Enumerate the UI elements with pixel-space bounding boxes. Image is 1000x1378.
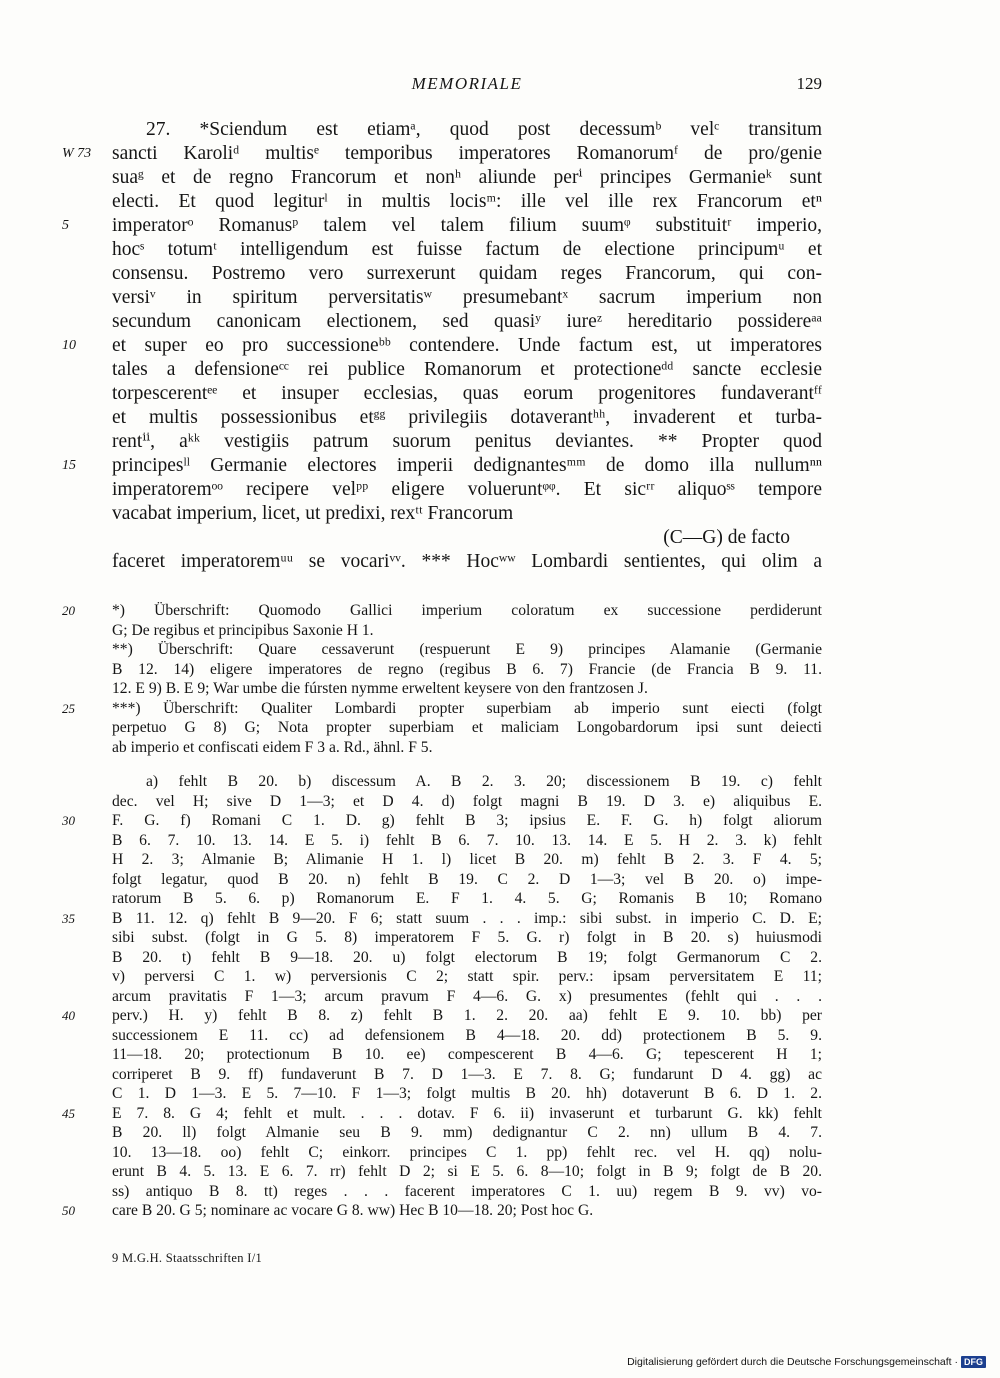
line-text: **) Überschrift: Quare cessaverunt (respuerunt E 9) principes Alamanie (Germanie (112, 641, 822, 658)
apparatus-line (112, 967, 822, 987)
note-line (112, 660, 822, 680)
line-text: perpetuo G 8) G; Nota propter superbiam et maliciam Longobardorum ipsi sunt deiecti (112, 719, 822, 736)
apparatus-line (112, 1123, 822, 1143)
text-line (112, 118, 822, 142)
apparatus-line (112, 948, 822, 968)
apparatus-line (112, 1045, 822, 1065)
apparatus-line (112, 772, 822, 792)
text-line (62, 142, 822, 166)
line-text: folgt legatur, quod B 20. n) fehlt B 19. C 2. D 1—3; vel B 20. o) impe- (112, 870, 822, 888)
line-text: B 20. ll) folgt Almanie seu B 9. mm) dedignantur C 2. nn) ullum B 4. 7. (112, 1124, 822, 1141)
text-line (62, 334, 822, 358)
line-text: G; De regibus et principibus Saxonie H 1. (112, 621, 374, 639)
line-text: a) fehlt B 20. b) discessum A. B 2. 3. 20; discessionem B 19. c) fehlt (146, 773, 822, 790)
line-text: et super eo pro successioneᵇᵇ contendere. Unde factum est, ut imperatores (112, 335, 822, 356)
line-text: 11—18. 20; protectionum B 10. ee) compescerent B 4—6. G; tepescerent H 1; (112, 1046, 822, 1063)
text-line (62, 214, 822, 238)
line-text: B 11. 12. q) fehlt B 9—20. F 6; statt suum . . . imp.: sibi subst. in imperio C. D. E; (112, 909, 822, 927)
line-number: W 73 (62, 146, 92, 161)
apparatus-line (112, 928, 822, 948)
line-text: rentⁱⁱ, aᵏᵏ vestigiis patrum suorum penitus deviantes. ** Propter quod (112, 431, 822, 452)
apparatus-line (112, 1143, 822, 1163)
apparatus-line (112, 870, 822, 890)
line-number: 50 (62, 1203, 75, 1218)
heading-notes (62, 601, 822, 757)
line-text: ratorum B 5. 6. p) Romanorum E. F 1. 4. 5. G; Romanis B 10; Romano (112, 890, 822, 907)
text-line (112, 166, 822, 190)
line-text: imperatoremᵒᵒ recipere velᵖᵖ eligere volueruntᵠᵠ. Et sicʳʳ aliquoˢˢ tempore (112, 479, 822, 500)
funding-footer (627, 1356, 986, 1368)
line-text: tales a defensioneᶜᶜ rei publice Romanorum et protectioneᵈᵈ sancte ecclesie (112, 359, 822, 380)
variant-apparatus (62, 772, 822, 1221)
line-text: care B 20. G 5; nominare ac vocare G 8. ww) Hec B 10—18. 20; Post hoc G. (112, 1202, 594, 1219)
line-number: 5 (62, 218, 69, 233)
main-text (62, 118, 822, 574)
line-text: imperatorᵒ Romanusᵖ talem vel talem filium suumᵠ substituitʳ imperio, (112, 215, 822, 236)
line-text: (C—G) de facto (663, 527, 790, 548)
line-text: ss) antiquo B 8. tt) reges . . . facerent imperatores C 1. uu) regem B 9. vv) vo- (112, 1182, 822, 1200)
line-text: consensu. Postremo vero surrexerunt quidam reges Francorum, qui con- (112, 263, 822, 284)
note-line (112, 738, 822, 758)
note-line (112, 679, 822, 699)
apparatus-line (112, 1026, 822, 1046)
apparatus-line (62, 1104, 822, 1124)
line-text: et multis possessionibus etᵍᵍ privilegiis dotaverantʰʰ, invaderent et turba- (112, 407, 822, 428)
line-number: 35 (62, 910, 75, 926)
text-line (112, 526, 822, 550)
apparatus-line (112, 1162, 822, 1182)
apparatus-line (112, 987, 822, 1007)
apparatus-line (112, 889, 822, 909)
text-line (112, 478, 822, 502)
text-line (112, 358, 822, 382)
text-line (112, 550, 822, 574)
line-text: torpescerentᵉᵉ et insuper ecclesias, quas eorum progenitores fundaverantᶠᶠ (112, 383, 822, 404)
line-text: v) perversi C 1. w) perversionis C 2; statt spir. perv.: ipsam perversitatem E 11; (112, 968, 822, 985)
apparatus-line (62, 909, 822, 929)
text-line (112, 502, 822, 526)
line-text: 27. *Sciendum est etiamᵃ, quod post decessumᵇ velᶜ transitum (146, 119, 822, 140)
line-text: secundum canonicam electionem, sed quasiʸ iureᶻ hereditario possidereᵃᵃ (112, 311, 822, 332)
running-title: MEMORIALE (411, 74, 523, 93)
apparatus-line (62, 811, 822, 831)
line-text: dec. vel H; sive D 1—3; et D 4. d) folgt magni B 19. D 3. e) aliquibus E. (112, 792, 822, 810)
text-line (112, 190, 822, 214)
apparatus-line (112, 1182, 822, 1202)
line-text: ab imperio et confiscati eidem F 3 a. Rd., ähnl. F 5. (112, 738, 433, 756)
line-text: H 2. 3; Almanie B; Alimanie H 1. l) licet B 20. m) fehlt B 2. 3. F 4. 5; (112, 851, 822, 868)
line-text: B 20. t) fehlt B 9—18. 20. u) folgt electorum B 19; folgt Germanorum C 2. (112, 948, 822, 966)
text-line (62, 454, 822, 478)
apparatus-line (62, 1006, 822, 1026)
apparatus-line (112, 1084, 822, 1104)
text-line (112, 286, 822, 310)
line-number: 40 (62, 1008, 75, 1023)
apparatus-line (112, 792, 822, 812)
line-text: vacabat imperium, licet, ut predixi, rexᵗᵗ Francorum (112, 503, 514, 524)
note-line (62, 601, 822, 621)
note-line (62, 699, 822, 719)
line-text: ***) Überschrift: Qualiter Lombardi propter superbiam ab imperio sunt eiecti (folgt (112, 699, 822, 717)
apparatus-line (112, 850, 822, 870)
line-number: 25 (62, 700, 75, 716)
note-line (112, 621, 822, 641)
line-text: C 1. D 1—3. E 5. 7—10. F 1—3; folgt multis B 20. hh) dotaverunt B 6. D 1. 2. (112, 1085, 822, 1102)
line-number: 30 (62, 813, 75, 828)
line-text: sancti Karoliᵈ multisᵉ temporibus imperatores Romanorumᶠ de pro/genie (112, 143, 822, 164)
text-line (112, 238, 822, 262)
text-line (112, 406, 822, 430)
line-text: B 12. 14) eligere imperatores de regno (regibus B 6. 7) Francie (de Francia B 9. 11. (112, 660, 822, 678)
dfg-logo-icon: DFG (961, 1356, 986, 1368)
text-line (112, 310, 822, 334)
line-text: hocˢ totumᵗ intelligendum est fuisse factum de electione principumᵘ et (112, 239, 822, 260)
line-text: B 6. 7. 10. 13. 14. E 5. i) fehlt B 6. 7. 10. 13. 14. E 5. H 2. 3. k) fehlt (112, 831, 822, 849)
line-text: F. G. f) Romani C 1. D. g) fehlt B 3; ipsius E. F. G. h) folgt aliorum (112, 812, 822, 829)
line-text: arcum pravitatis F 1—3; arcum pravum F 4—6. G. x) presumentes (fehlt qui . . . (112, 987, 822, 1005)
line-text: sibi subst. (folgt in G 5. 8) imperatorem F 5. G. r) folgt in B 20. s) huiusmodi (112, 929, 822, 946)
line-text: principesˡˡ Germanie electores imperii dedignantesᵐᵐ de domo illa nullumⁿⁿ (112, 455, 822, 476)
line-number: 15 (62, 458, 76, 473)
line-text: 12. E 9) B. E 9; War umbe die fúrsten nymme erweltent keysere von den frantzosen J. (112, 680, 648, 697)
page-header (112, 74, 822, 98)
line-text: corriperet B 9. ff) fundaverunt B 7. D 1—3. E 7. 8. G; fundarunt D 4. gg) ac (112, 1065, 822, 1083)
note-line (112, 718, 822, 738)
line-text: electi. Et quod legiturˡ in multis locisᵐ: ille vel ille rex Francorum etⁿ (112, 191, 822, 212)
apparatus-line (62, 1201, 822, 1221)
note-line (112, 640, 822, 660)
line-text: versiᵛ in spiritum perversitatisʷ presumebantˣ sacrum imperium non (112, 287, 822, 308)
text-line (112, 262, 822, 286)
text-line (112, 430, 822, 454)
line-number: 10 (62, 338, 76, 353)
line-text: erunt B 4. 5. 13. E 6. 7. rr) fehlt D 2; si E 5. 6. 8—10; folgt in B 9; folgt de B 20. (112, 1163, 822, 1180)
line-text: *) Überschrift: Quomodo Gallici imperium coloratum ex successione perdiderunt (112, 602, 822, 619)
line-number: 20 (62, 603, 75, 618)
line-text: perv.) H. y) fehlt B 8. z) fehlt B 1. 2. 20. aa) fehlt E 9. 10. bb) per (112, 1007, 822, 1024)
apparatus-line (112, 1065, 822, 1085)
page-number: 129 (796, 74, 822, 93)
line-text: 10. 13—18. oo) fehlt C; einkorr. principes C 1. pp) fehlt rec. vel H. qq) nolu- (112, 1143, 822, 1161)
series-label: 9 M.G.H. Staatsschriften I/1 (112, 1251, 263, 1265)
text-line (112, 382, 822, 406)
funding-text: Digitalisierung gefördert durch die Deutsche Forschungsgemeinschaft · (627, 1356, 958, 1368)
line-text: suaᵍ et de regno Francorum et nonʰ aliunde perⁱ principes Germanieᵏ sunt (112, 167, 822, 188)
line-text: faceret imperatoremᵘᵘ se vocariᵛᵛ. *** Hocʷʷ Lombardi sentientes, qui olim a (112, 551, 822, 572)
line-number: 45 (62, 1105, 75, 1121)
line-text: E 7. 8. G 4; fehlt et mult. . . . dotav. F 6. ii) invaserunt et turbarunt G. kk) fehlt (112, 1104, 822, 1122)
apparatus-line (112, 831, 822, 851)
line-text: successionem E 11. cc) ad defensionem B 4—18. 20. dd) protectionem B 5. 9. (112, 1026, 822, 1044)
